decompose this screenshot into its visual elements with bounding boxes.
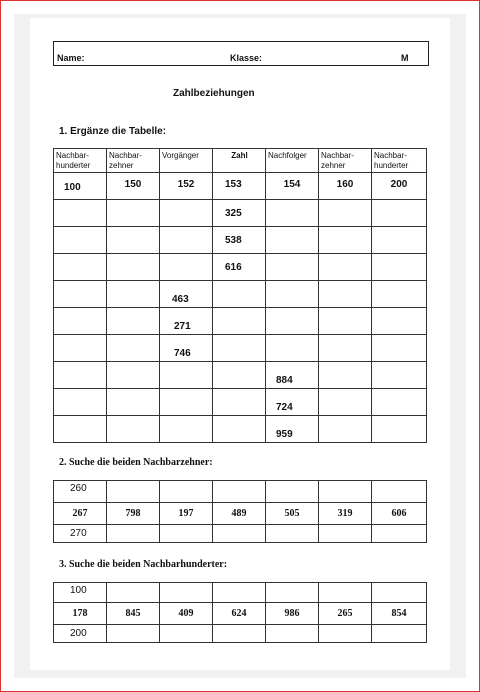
table-cell: 100 xyxy=(54,173,107,200)
table-cell xyxy=(160,481,213,503)
table-row xyxy=(54,281,427,308)
table-cell: 267 xyxy=(54,503,107,525)
m-label: M xyxy=(401,53,409,63)
table-row xyxy=(54,583,427,603)
table-cell xyxy=(213,335,266,362)
table-cell: 154 xyxy=(266,173,319,200)
table-cell xyxy=(266,200,319,227)
table-cell xyxy=(107,308,160,335)
table-cell xyxy=(372,335,427,362)
table-row xyxy=(54,227,427,254)
table-cell xyxy=(107,625,160,643)
table-cell xyxy=(160,362,213,389)
table-cell xyxy=(54,200,107,227)
table-cell xyxy=(107,389,160,416)
table-row xyxy=(54,625,427,643)
col-header-zahl: Zahl xyxy=(213,149,266,173)
table-row xyxy=(54,173,427,200)
table-cell: 153 xyxy=(213,173,266,200)
table-cell: 854 xyxy=(372,603,427,625)
table-cell xyxy=(372,525,427,543)
table-cell xyxy=(372,362,427,389)
table-cell xyxy=(107,362,160,389)
table-cell xyxy=(160,525,213,543)
table-cell xyxy=(107,227,160,254)
table-cell: 845 xyxy=(107,603,160,625)
table-cell: 197 xyxy=(160,503,213,525)
table-cell xyxy=(160,625,213,643)
table-cell xyxy=(372,227,427,254)
table-row xyxy=(54,308,427,335)
table-cell xyxy=(319,416,372,443)
table-row xyxy=(54,416,427,443)
table-cell xyxy=(372,200,427,227)
table-cell xyxy=(266,583,319,603)
col-header-nachbarhunderter: Nachbar- hunderter xyxy=(54,149,107,173)
table-cell xyxy=(107,583,160,603)
table-cell xyxy=(107,416,160,443)
section1-heading: 1. Ergänze die Tabelle: xyxy=(59,126,167,137)
table-cell: 265 xyxy=(319,603,372,625)
table-cell xyxy=(213,625,266,643)
table-cell: 325 xyxy=(213,200,266,227)
col-header-vorgaenger: Vorgänger xyxy=(160,149,213,173)
table-cell xyxy=(213,281,266,308)
table-cell xyxy=(319,389,372,416)
table-cell xyxy=(213,389,266,416)
col-header-nachbarhunderter-2: Nachbar- hunderter xyxy=(372,149,427,173)
table-cell: 319 xyxy=(319,503,372,525)
table-cell: 463 xyxy=(160,281,213,308)
table-cell xyxy=(107,335,160,362)
lower-neighbor-label: 270 xyxy=(54,525,107,543)
table-cell xyxy=(372,389,427,416)
table-cell: 724 xyxy=(266,389,319,416)
lower-neighbor-label: 200 xyxy=(54,625,107,643)
table-cell xyxy=(107,525,160,543)
table-header-row xyxy=(54,149,427,173)
table-cell: 489 xyxy=(213,503,266,525)
table-cell: 150 xyxy=(107,173,160,200)
table-cell xyxy=(54,308,107,335)
table-cell xyxy=(266,335,319,362)
table-cell xyxy=(54,362,107,389)
table-cell xyxy=(319,200,372,227)
table-cell xyxy=(266,227,319,254)
table-cell xyxy=(319,335,372,362)
table-cell: 538 xyxy=(213,227,266,254)
table-cell: 746 xyxy=(160,335,213,362)
table-cell: 986 xyxy=(266,603,319,625)
page-title: Zahlbeziehungen xyxy=(173,88,255,99)
table-cell xyxy=(54,227,107,254)
table-cell: 178 xyxy=(54,603,107,625)
table-cell xyxy=(266,308,319,335)
table-cell xyxy=(372,254,427,281)
table-cell: 271 xyxy=(160,308,213,335)
table-cell xyxy=(372,481,427,503)
table-row xyxy=(54,389,427,416)
table-cell xyxy=(107,281,160,308)
table-cell xyxy=(319,281,372,308)
table-nachbarzehner xyxy=(53,480,427,543)
table-cell xyxy=(266,625,319,643)
table-row xyxy=(54,335,427,362)
table-cell xyxy=(266,525,319,543)
table-cell xyxy=(266,281,319,308)
table-cell xyxy=(319,308,372,335)
table-cell xyxy=(372,625,427,643)
table-cell xyxy=(213,362,266,389)
section3-heading: 3. Suche die beiden Nachbarhunderter: xyxy=(59,559,228,570)
table-cell xyxy=(319,525,372,543)
klasse-label: Klasse: xyxy=(230,53,263,63)
table-cell xyxy=(213,525,266,543)
table-cell xyxy=(54,416,107,443)
table-cell: 160 xyxy=(319,173,372,200)
upper-neighbor-label: 100 xyxy=(54,583,107,603)
table-cell xyxy=(266,254,319,281)
student-header-box xyxy=(53,41,429,66)
upper-neighbor-label: 260 xyxy=(54,481,107,503)
table-cell xyxy=(160,389,213,416)
table-row xyxy=(54,362,427,389)
table-cell xyxy=(372,416,427,443)
table-cell xyxy=(54,335,107,362)
table-row xyxy=(54,525,427,543)
table-cell: 884 xyxy=(266,362,319,389)
table-cell: 409 xyxy=(160,603,213,625)
table-cell: 152 xyxy=(160,173,213,200)
table-cell xyxy=(54,389,107,416)
table-cell xyxy=(319,625,372,643)
col-header-nachbarzehner-2: Nachbar- zehner xyxy=(319,149,372,173)
table-cell: 798 xyxy=(107,503,160,525)
table-cell xyxy=(107,254,160,281)
table-cell xyxy=(372,583,427,603)
table-cell xyxy=(213,308,266,335)
table-cell xyxy=(160,416,213,443)
table-cell: 200 xyxy=(372,173,427,200)
table-cell xyxy=(266,481,319,503)
table-cell xyxy=(54,254,107,281)
table-cell xyxy=(160,227,213,254)
col-header-nachfolger: Nachfolger xyxy=(266,149,319,173)
table-nachbarhunderter xyxy=(53,582,427,643)
name-label: Name: xyxy=(57,53,85,63)
col-header-nachbarzehner: Nachbar- zehner xyxy=(107,149,160,173)
table-cell xyxy=(213,481,266,503)
table-cell: 616 xyxy=(213,254,266,281)
table-cell xyxy=(319,227,372,254)
table-cell xyxy=(319,583,372,603)
table-row xyxy=(54,254,427,281)
table-cell: 505 xyxy=(266,503,319,525)
table-cell xyxy=(160,254,213,281)
table-cell: 606 xyxy=(372,503,427,525)
table-cell xyxy=(160,200,213,227)
table-cell xyxy=(107,200,160,227)
table-cell xyxy=(372,308,427,335)
table-cell xyxy=(160,583,213,603)
table-neighbors xyxy=(53,148,427,443)
table-row xyxy=(54,481,427,503)
table-cell xyxy=(213,416,266,443)
table-cell xyxy=(107,481,160,503)
table-row xyxy=(54,603,427,625)
table-cell xyxy=(319,254,372,281)
table-cell xyxy=(319,362,372,389)
table-row xyxy=(54,200,427,227)
table-row xyxy=(54,503,427,525)
table-cell xyxy=(372,281,427,308)
table-cell: 624 xyxy=(213,603,266,625)
table-cell xyxy=(54,281,107,308)
table-cell xyxy=(319,481,372,503)
table-cell: 959 xyxy=(266,416,319,443)
section2-heading: 2. Suche die beiden Nachbarzehner: xyxy=(59,457,213,468)
table-cell xyxy=(213,583,266,603)
